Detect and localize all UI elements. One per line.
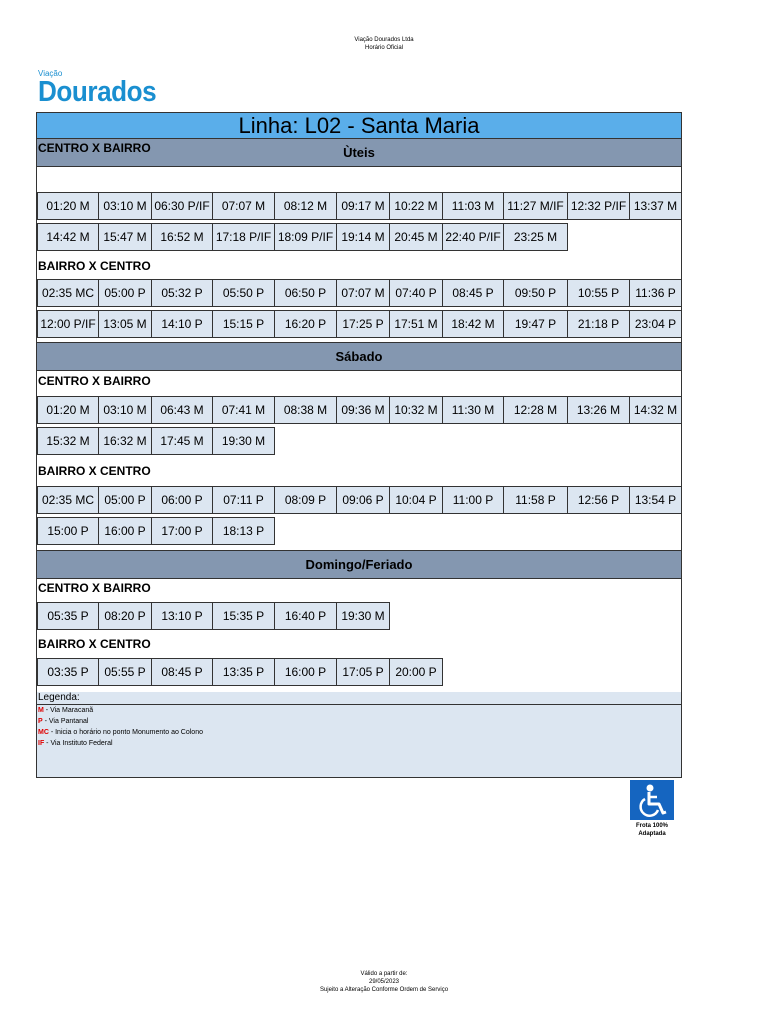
- section-header: Domingo/Feriado: [37, 550, 681, 579]
- logo-big-text: Dourados: [38, 76, 157, 108]
- header-company: Viação Dourados Ltda: [354, 37, 414, 43]
- departure-time-cell: 23:25 M: [503, 223, 568, 251]
- section-header: Sábado: [37, 342, 681, 371]
- departure-time-cell: 02:35 MC: [37, 279, 99, 307]
- departure-time-cell: 13:26 M: [567, 396, 630, 424]
- departure-time-cell: 07:07 M: [336, 279, 390, 307]
- legend-box: [37, 704, 681, 777]
- legend-code: MC: [38, 729, 49, 736]
- departure-time-cell: 23:04 P: [629, 310, 682, 338]
- departure-time-cell: 03:10 M: [98, 192, 152, 220]
- departure-time-cell: 06:50 P: [274, 279, 337, 307]
- departure-time-cell: 15:47 M: [98, 223, 152, 251]
- footer-date: 29/05/2023: [368, 979, 400, 985]
- departure-time-cell: 12:32 P/IF: [567, 192, 630, 220]
- departure-time-cell: 13:37 M: [629, 192, 682, 220]
- direction-label: CENTRO X BAIRRO: [38, 141, 151, 155]
- departure-time-cell: 02:35 MC: [37, 486, 99, 514]
- departure-time-cell: 09:17 M: [336, 192, 390, 220]
- accessibility-line1: Frota 100%: [635, 823, 668, 829]
- departure-time-cell: 11:27 M/IF: [503, 192, 568, 220]
- departure-time-cell: 05:00 P: [98, 486, 152, 514]
- departure-time-cell: 15:32 M: [37, 427, 99, 455]
- departure-time-cell: 08:20 P: [98, 602, 152, 630]
- departure-time-cell: 12:00 P/IF: [37, 310, 99, 338]
- departure-time-cell: 17:51 M: [389, 310, 443, 338]
- departure-time-cell: 05:32 P: [151, 279, 213, 307]
- departure-time-cell: 10:55 P: [567, 279, 630, 307]
- departure-time-cell: 20:00 P: [389, 658, 443, 686]
- departure-time-cell: 06:00 P: [151, 486, 213, 514]
- departure-time-cell: 14:42 M: [37, 223, 99, 251]
- departure-time-cell: 13:54 P: [629, 486, 682, 514]
- legend-description: - Inicia o horário no ponto Monumento ao Colono: [48, 729, 203, 736]
- direction-label: CENTRO X BAIRRO: [38, 374, 151, 388]
- logo-small-text: Viação: [38, 69, 63, 78]
- departure-time-cell: 15:15 P: [212, 310, 275, 338]
- departure-time-cell: 13:35 P: [212, 658, 275, 686]
- departure-time-cell: 16:00 P: [98, 517, 152, 545]
- accessibility-caption: [622, 822, 682, 838]
- departure-time-cell: 11:36 P: [629, 279, 682, 307]
- departure-time-cell: 06:30 P/IF: [151, 192, 213, 220]
- footer-notice: Sujeito a Alteração Conforme Ordem de Serviço: [319, 987, 449, 993]
- line-title: Linha: L02 - Santa Maria: [37, 113, 681, 139]
- departure-time-cell: 17:45 M: [151, 427, 213, 455]
- departure-time-cell: 11:03 M: [442, 192, 504, 220]
- departure-time-cell: 14:10 P: [151, 310, 213, 338]
- departure-time-cell: 19:30 M: [212, 427, 275, 455]
- departure-time-cell: 21:18 P: [567, 310, 630, 338]
- header-subtitle: Horário Oficial: [364, 45, 403, 51]
- departure-time-cell: 13:10 P: [151, 602, 213, 630]
- departure-time-cell: 16:52 M: [151, 223, 213, 251]
- departure-time-cell: 06:43 M: [151, 396, 213, 424]
- legend-item: [38, 738, 681, 749]
- departure-time-cell: 07:40 P: [389, 279, 443, 307]
- departure-time-cell: 16:40 P: [274, 602, 337, 630]
- departure-time-cell: 19:14 M: [336, 223, 390, 251]
- wheelchair-accessibility-icon: [630, 780, 674, 820]
- departure-time-cell: 11:00 P: [442, 486, 504, 514]
- departure-time-cell: 22:40 P/IF: [442, 223, 504, 251]
- departure-time-cell: 05:50 P: [212, 279, 275, 307]
- departure-time-cell: 10:32 M: [389, 396, 443, 424]
- departure-time-cell: 17:25 P: [336, 310, 390, 338]
- departure-time-cell: 07:11 P: [212, 486, 275, 514]
- departure-time-cell: 18:09 P/IF: [274, 223, 337, 251]
- departure-time-cell: 19:47 P: [503, 310, 568, 338]
- legend-code: M: [38, 707, 44, 714]
- footer-valid-from: Válido a partir de:: [360, 971, 408, 977]
- departure-time-cell: 19:30 M: [336, 602, 390, 630]
- departure-time-cell: 15:35 P: [212, 602, 275, 630]
- departure-time-cell: 18:42 M: [442, 310, 504, 338]
- departure-time-cell: 11:30 M: [442, 396, 504, 424]
- legend-title: Legenda:: [37, 692, 681, 704]
- legend-item: [38, 727, 681, 738]
- departure-time-cell: 05:55 P: [98, 658, 152, 686]
- schedule-sheet: [36, 112, 682, 778]
- direction-label: BAIRRO X CENTRO: [38, 259, 151, 273]
- departure-time-cell: 16:20 P: [274, 310, 337, 338]
- departure-time-cell: 10:22 M: [389, 192, 443, 220]
- departure-time-cell: 08:12 M: [274, 192, 337, 220]
- departure-time-cell: 05:00 P: [98, 279, 152, 307]
- departure-time-cell: 03:10 M: [98, 396, 152, 424]
- departure-time-cell: 10:04 P: [389, 486, 443, 514]
- legend-description: - Via Instituto Federal: [44, 740, 113, 747]
- direction-label: BAIRRO X CENTRO: [38, 464, 151, 478]
- departure-time-cell: 08:45 P: [151, 658, 213, 686]
- departure-time-cell: 08:45 P: [442, 279, 504, 307]
- departure-time-cell: 01:20 M: [37, 396, 99, 424]
- direction-label: CENTRO X BAIRRO: [38, 581, 151, 595]
- section-header: Ùteis: [37, 138, 681, 167]
- departure-time-cell: 12:56 P: [567, 486, 630, 514]
- departure-time-cell: 08:38 M: [274, 396, 337, 424]
- departure-time-cell: 14:32 M: [629, 396, 682, 424]
- legend-code: IF: [38, 740, 45, 747]
- departure-time-cell: 12:28 M: [503, 396, 568, 424]
- departure-time-cell: 11:58 P: [503, 486, 568, 514]
- departure-time-cell: 20:45 M: [389, 223, 443, 251]
- departure-time-cell: 07:41 M: [212, 396, 275, 424]
- departure-time-cell: 08:09 P: [274, 486, 337, 514]
- accessibility-line2: Adaptada: [638, 831, 666, 837]
- dourados-logo: [38, 70, 169, 107]
- departure-time-cell: 07:07 M: [212, 192, 275, 220]
- departure-time-cell: 05:35 P: [37, 602, 99, 630]
- legend-description: - Via Maracanã: [43, 707, 94, 714]
- departure-time-cell: 09:36 M: [336, 396, 390, 424]
- departure-time-cell: 17:05 P: [336, 658, 390, 686]
- departure-time-cell: 09:06 P: [336, 486, 390, 514]
- departure-time-cell: 17:00 P: [151, 517, 213, 545]
- departure-time-cell: 03:35 P: [37, 658, 99, 686]
- departure-time-cell: 09:50 P: [503, 279, 568, 307]
- departure-time-cell: 17:18 P/IF: [212, 223, 275, 251]
- departure-time-cell: 01:20 M: [37, 192, 99, 220]
- departure-time-cell: 18:13 P: [212, 517, 275, 545]
- legend-code: P: [38, 718, 43, 725]
- departure-time-cell: 16:32 M: [98, 427, 152, 455]
- departure-time-cell: 13:05 M: [98, 310, 152, 338]
- legend-item: [38, 716, 681, 727]
- legend-description: - Via Pantanal: [42, 718, 89, 725]
- departure-time-cell: 15:00 P: [37, 517, 99, 545]
- departure-time-cell: 16:00 P: [274, 658, 337, 686]
- legend-item: [38, 705, 681, 716]
- direction-label: BAIRRO X CENTRO: [38, 637, 151, 651]
